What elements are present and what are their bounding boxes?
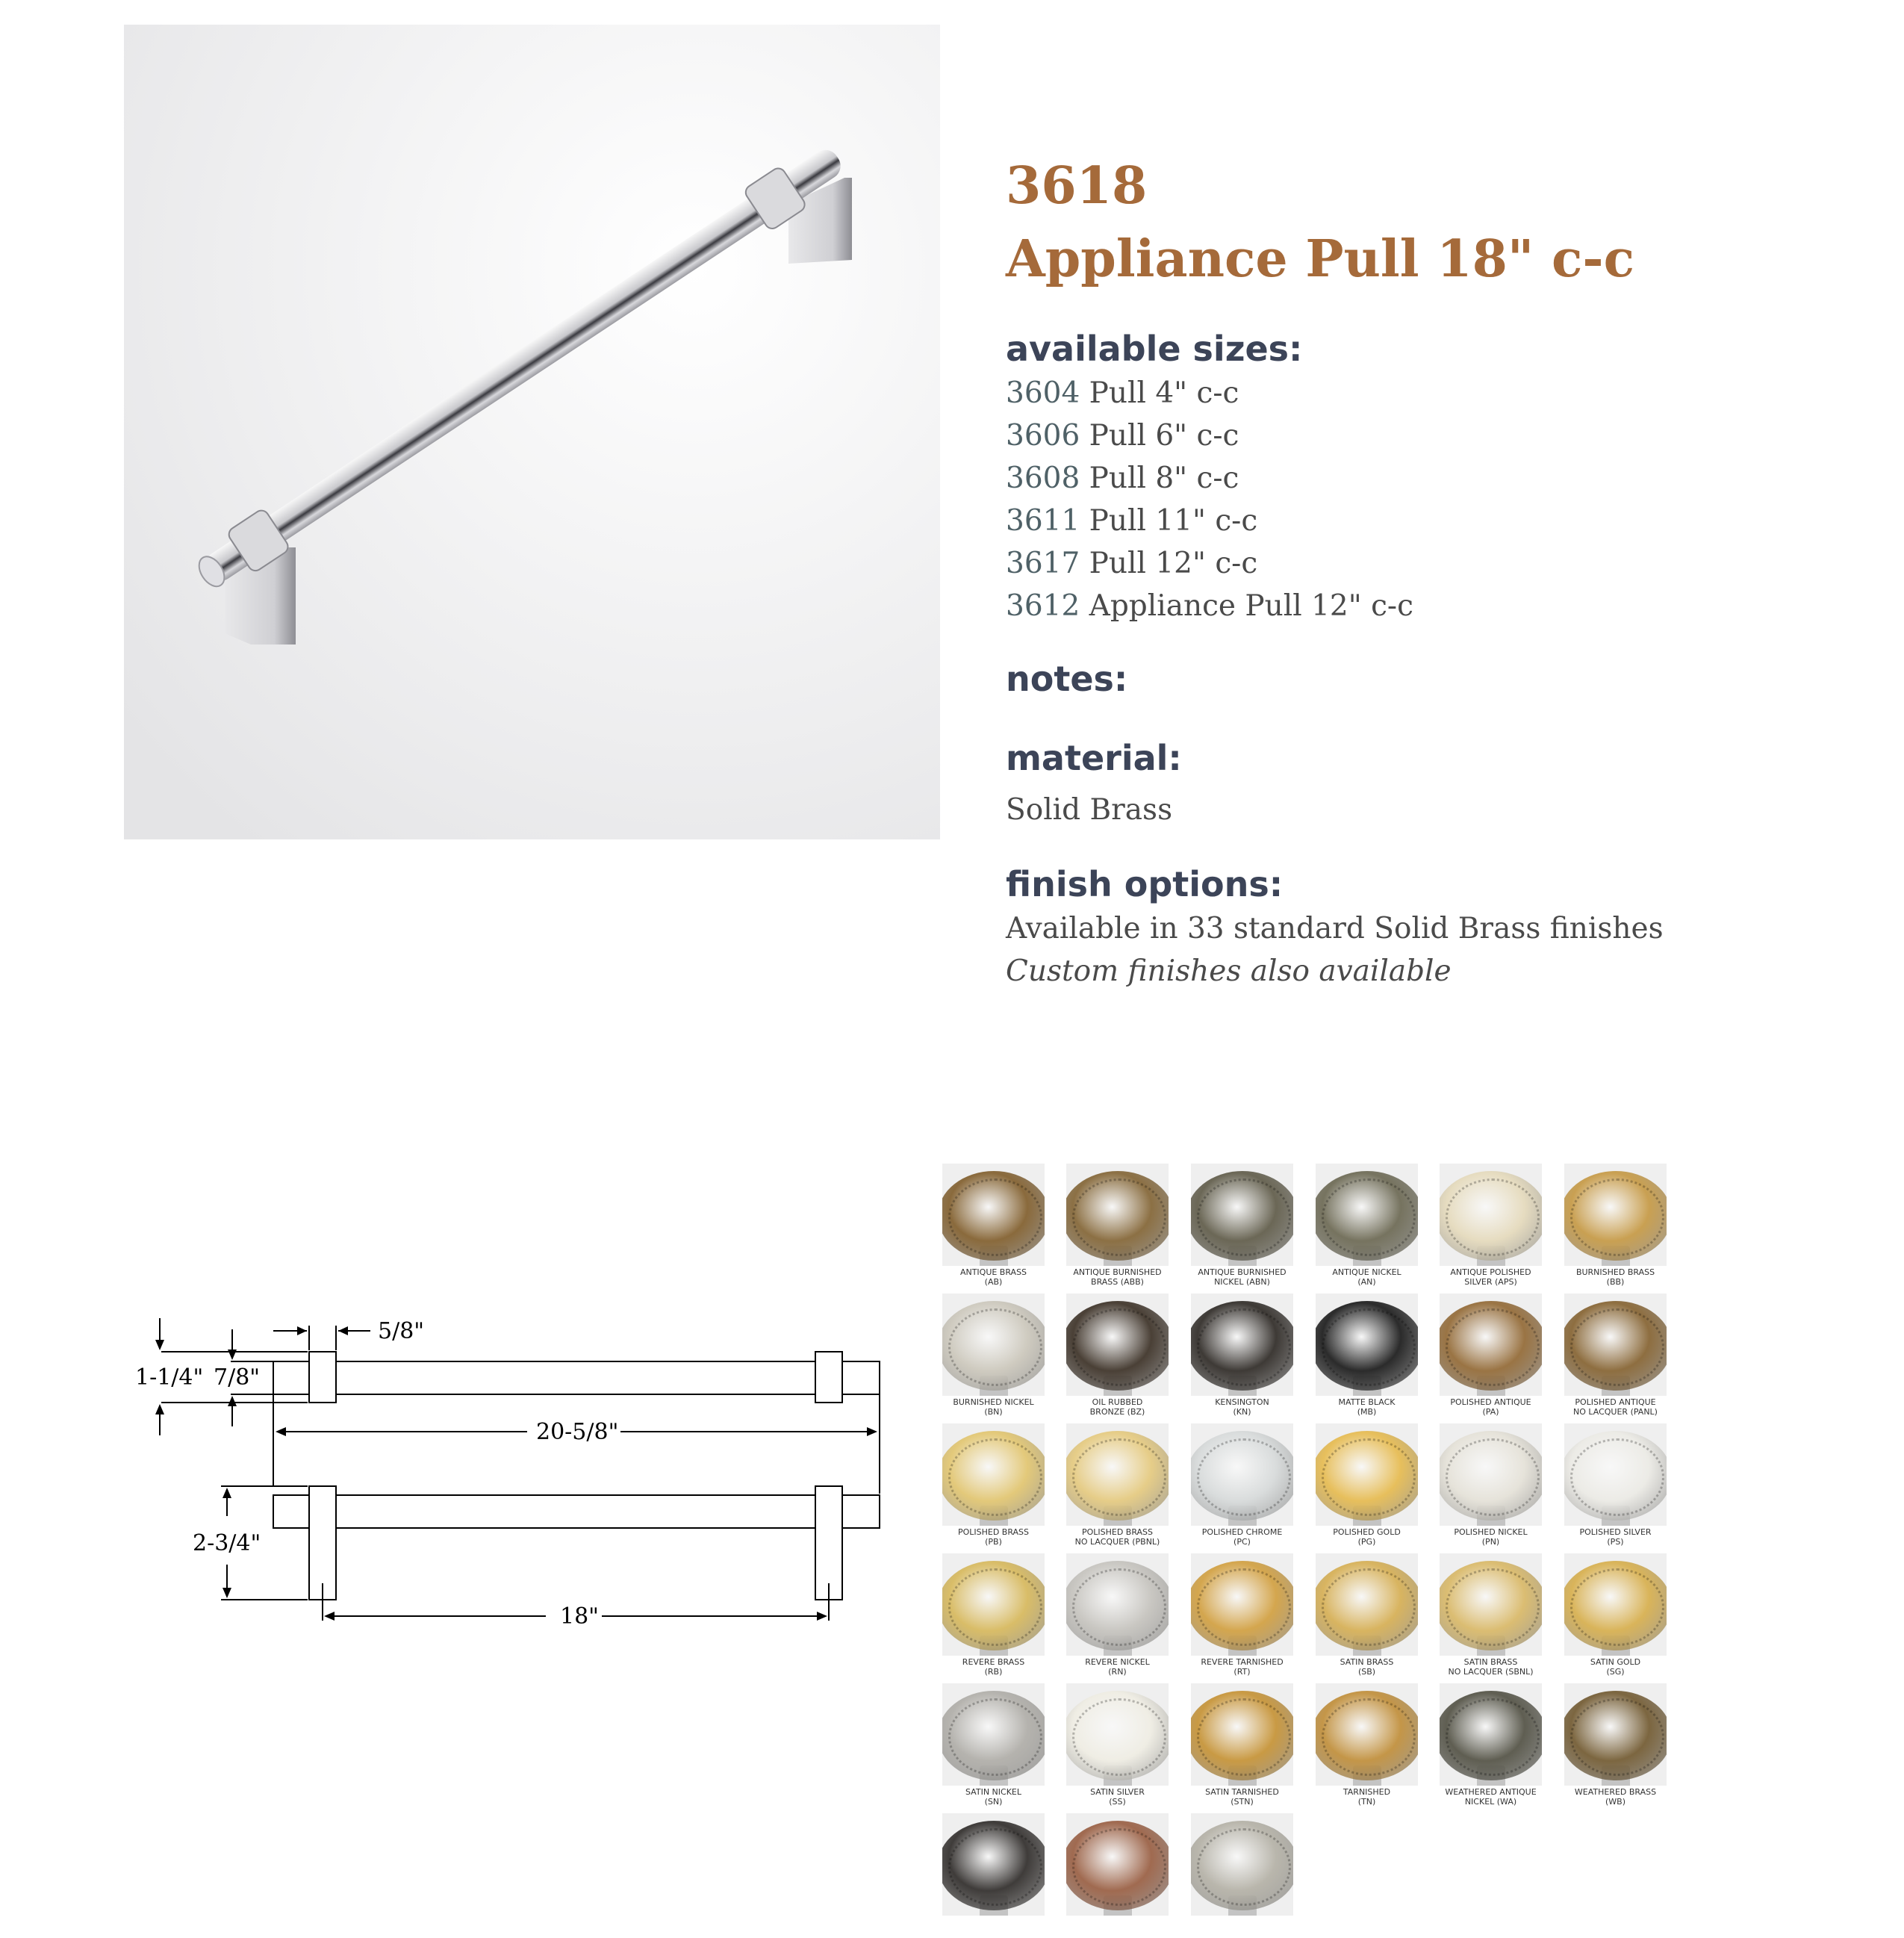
finish-swatch (1316, 1293, 1418, 1418)
finish-swatch (1440, 1423, 1542, 1548)
finish-label: BURNISHED BRASS (BB) (1575, 1267, 1655, 1287)
finish-swatch (1066, 1293, 1169, 1418)
finish-swatch (1440, 1164, 1542, 1288)
size-item: 3611 Pull 11" c-c (1006, 504, 1258, 538)
custom-finishes-note: Custom finishes also available (1006, 954, 1452, 988)
finish-label: SATIN BRASS (SB) (1340, 1657, 1394, 1677)
finish-label: POLISHED ANTIQUE NO LACQUER (PANL) (1573, 1397, 1658, 1417)
finish-label: WEATHERED BRASS (WB) (1574, 1787, 1657, 1807)
finish-options-heading: finish options: (1006, 864, 1284, 904)
finish-swatch (1066, 1553, 1169, 1678)
finish-knob-image (942, 1813, 1045, 1916)
finish-swatch (1440, 1683, 1542, 1808)
finish-knob-image (1191, 1293, 1293, 1396)
finish-label: ANTIQUE BRASS (AB) (959, 1267, 1027, 1287)
finish-label: POLISHED GOLD (PG) (1333, 1527, 1401, 1547)
notes-heading: notes: (1006, 659, 1128, 699)
finish-knob-image (1564, 1164, 1667, 1266)
finish-swatch (1440, 1553, 1542, 1678)
finish-swatch (1316, 1683, 1418, 1808)
finish-swatch (942, 1813, 1045, 1938)
product-info (1006, 149, 1864, 993)
finish-swatch (1440, 1293, 1542, 1418)
finish-knob-image (1066, 1813, 1169, 1916)
product-photo (124, 25, 940, 839)
finish-knob-image (942, 1164, 1045, 1266)
finish-label: POLISHED BRASS (PB) (957, 1527, 1030, 1547)
size-item: 3608 Pull 8" c-c (1006, 462, 1239, 495)
size-item: 3604 Pull 4" c-c (1006, 376, 1239, 410)
finish-label: SATIN NICKEL (SN) (965, 1787, 1021, 1807)
finish-knob-image (1066, 1164, 1169, 1266)
sizes-list (1006, 372, 1864, 627)
finish-swatch (942, 1553, 1045, 1678)
finish-swatch (942, 1423, 1045, 1548)
finish-label: ANTIQUE BURNISHED BRASS (ABB) (1073, 1267, 1162, 1287)
finish-options-line: Available in 33 standard Solid Brass finishes (1006, 912, 1664, 945)
finish-knob-image (942, 1293, 1045, 1396)
finish-label: ANTIQUE POLISHED SILVER (APS) (1450, 1267, 1531, 1287)
finish-swatch (942, 1683, 1045, 1808)
finish-knob-image (1066, 1293, 1169, 1396)
dim-height-outer: 1-1/4" (135, 1364, 204, 1391)
material-heading: material: (1006, 738, 1182, 778)
dim-height-inner: 7/8" (214, 1364, 261, 1391)
finish-swatch (1066, 1683, 1169, 1808)
finish-label: REVERE TARNISHED (RT) (1201, 1657, 1284, 1677)
finish-knob-image (1066, 1553, 1169, 1656)
finish-swatch (1066, 1813, 1169, 1938)
finish-knob-image (1066, 1423, 1169, 1526)
finish-label: BURNISHED NICKEL (BN) (953, 1397, 1034, 1417)
finish-swatch (1066, 1164, 1169, 1288)
finish-label: SATIN BRASS NO LACQUER (SBNL) (1448, 1657, 1534, 1677)
product-name: Appliance Pull 18" c-c (1006, 229, 1635, 289)
finish-swatch (1564, 1164, 1667, 1288)
finish-swatch (1316, 1553, 1418, 1678)
finish-knob-image (1191, 1553, 1293, 1656)
finish-knob-image (1191, 1813, 1293, 1916)
finish-swatch (942, 1293, 1045, 1418)
finish-swatch (1564, 1553, 1667, 1678)
finish-swatch (1564, 1423, 1667, 1548)
dim-post-width: 5/8" (378, 1318, 425, 1344)
finish-swatch (1316, 1423, 1418, 1548)
finish-knob-image (1316, 1553, 1418, 1656)
finish-knob-image (1564, 1553, 1667, 1656)
finish-label: TARNISHED (TN) (1343, 1787, 1391, 1807)
finish-knob-image (1316, 1683, 1418, 1786)
finish-knob-image (1191, 1164, 1293, 1266)
finish-knob-image (1440, 1683, 1542, 1786)
finish-swatch (1564, 1683, 1667, 1808)
finish-knob-image (1316, 1164, 1418, 1266)
dim-projection: 2-3/4" (193, 1530, 261, 1556)
finish-knob-image (1440, 1293, 1542, 1396)
finish-label: ANTIQUE BURNISHED NICKEL (ABN) (1198, 1267, 1287, 1287)
finish-knob-image (1316, 1293, 1418, 1396)
finish-knob-image (1440, 1164, 1542, 1266)
finish-swatch (1564, 1293, 1667, 1418)
finish-knob-image (1191, 1423, 1293, 1526)
finish-swatch (1191, 1293, 1293, 1418)
finish-label: SATIN TARNISHED (STN) (1205, 1787, 1279, 1807)
finish-knob-image (1564, 1423, 1667, 1526)
finish-swatch (1316, 1164, 1418, 1288)
finish-label: POLISHED CHROME (PC) (1201, 1527, 1283, 1547)
size-item: 3606 Pull 6" c-c (1006, 419, 1239, 453)
finish-knob-image (942, 1683, 1045, 1786)
finish-label: POLISHED BRASS NO LACQUER (PBNL) (1074, 1527, 1160, 1547)
material-value: Solid Brass (1006, 793, 1173, 827)
finish-swatch (1191, 1164, 1293, 1288)
finish-label: POLISHED NICKEL (PN) (1454, 1527, 1528, 1547)
finish-knob-image (1440, 1423, 1542, 1526)
finish-label: OIL RUBBED BRONZE (BZ) (1089, 1397, 1145, 1417)
finish-knob-image (1564, 1683, 1667, 1786)
finish-knob-image (942, 1553, 1045, 1656)
finish-label: MATTE BLACK (MB) (1338, 1397, 1396, 1417)
dim-overall-length: 20-5/8" (536, 1419, 619, 1445)
finish-label: ANTIQUE NICKEL (AN) (1332, 1267, 1401, 1287)
finish-knob-image (1564, 1293, 1667, 1396)
sizes-heading: available sizes: (1006, 329, 1303, 369)
finish-swatch-grid (942, 1164, 1667, 1904)
product-number: 3618 (1006, 156, 1148, 216)
finish-swatch (1191, 1683, 1293, 1808)
finish-label: SATIN GOLD (SG) (1590, 1657, 1641, 1677)
appliance-pull-image (124, 25, 940, 839)
dimension-drawing (124, 1307, 908, 1650)
finish-swatch (1191, 1553, 1293, 1678)
finish-label: SATIN SILVER (SS) (1090, 1787, 1145, 1807)
finish-swatch (942, 1164, 1045, 1288)
finish-label: POLISHED ANTIQUE (PA) (1450, 1397, 1531, 1417)
finish-label: REVERE BRASS (RB) (962, 1657, 1025, 1677)
finish-knob-image (1066, 1683, 1169, 1786)
finish-knob-image (1316, 1423, 1418, 1526)
size-item: 3617 Pull 12" c-c (1006, 547, 1258, 580)
size-item: 3612 Appliance Pull 12" c-c (1006, 589, 1413, 623)
finish-swatch (1066, 1423, 1169, 1548)
finish-label: WEATHERED ANTIQUE NICKEL (WA) (1445, 1787, 1537, 1807)
finish-label: REVERE NICKEL (RN) (1085, 1657, 1150, 1677)
finish-swatch (1191, 1813, 1293, 1938)
finish-swatch (1191, 1423, 1293, 1548)
finish-label: KENSINGTON (KN) (1215, 1397, 1269, 1417)
dim-center-to-center: 18" (560, 1603, 599, 1630)
finish-label: POLISHED SILVER (PS) (1579, 1527, 1652, 1547)
finish-knob-image (1191, 1683, 1293, 1786)
finish-knob-image (942, 1423, 1045, 1526)
finish-knob-image (1440, 1553, 1542, 1656)
